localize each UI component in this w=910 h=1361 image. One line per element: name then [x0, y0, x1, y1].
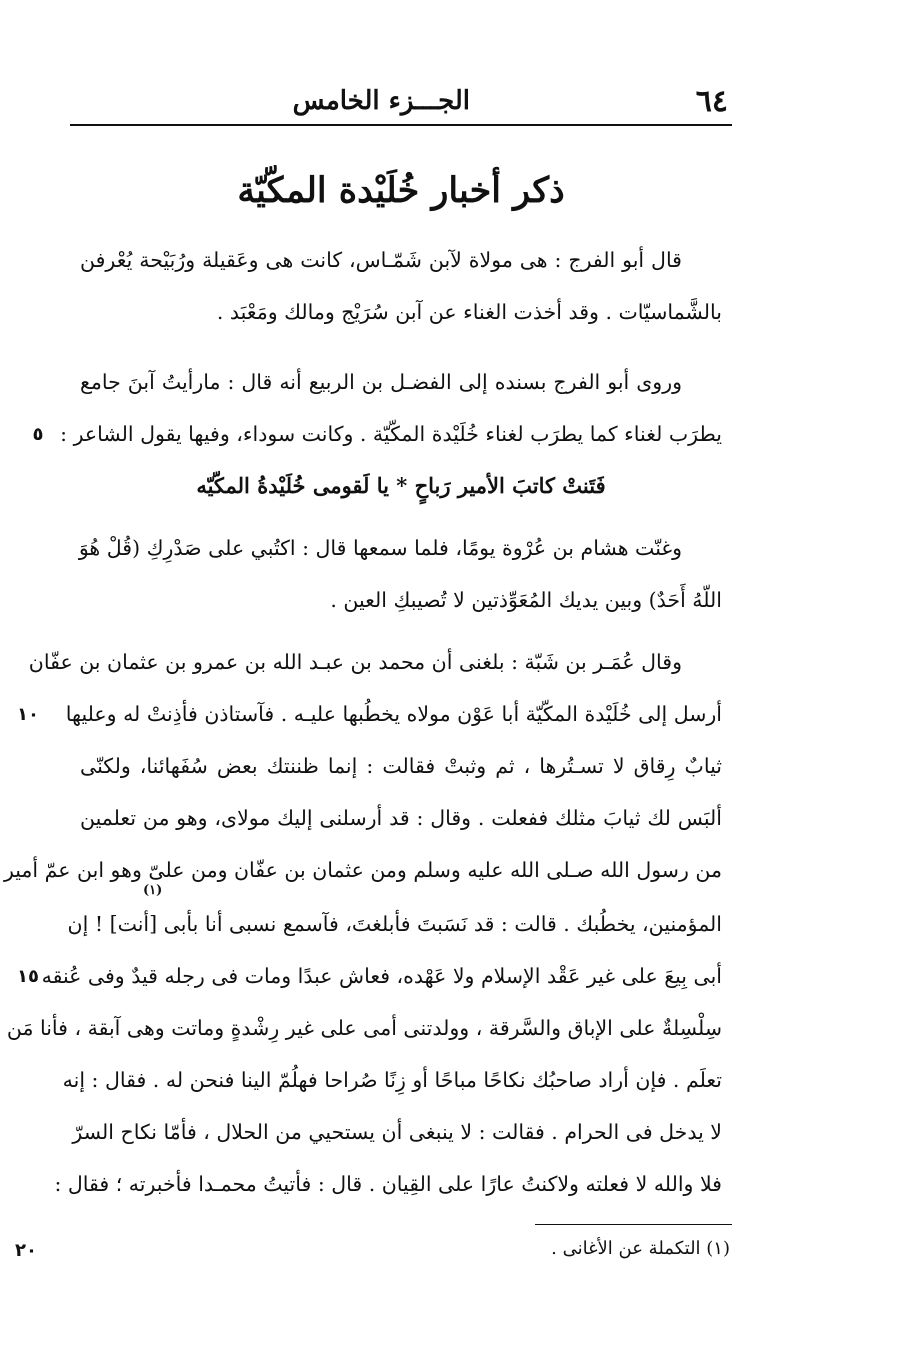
line-number: ١٥ [17, 966, 39, 987]
line-number: ١٠ [17, 704, 39, 725]
text-line: المؤمنين، يخطُبك . قالت : قد نَسَبتَ فأبلغتَ، فآسمع نسبى أنا بأبى [أنت] ! إن [67, 912, 722, 936]
text-line: سِلْسِلةٌ على الإباق والسَّرقة ، وولدتنى أمى على غير رِشْدةٍ وماتت وهى آبقة ، فأنا مَن [6, 1016, 722, 1040]
header-rule [70, 124, 732, 126]
page-header [70, 76, 732, 124]
text-line: قال أبو الفرج : هى مولاة لآبن شَمّـاس، كانت هى وعَقيلة ورُبَيْحة يُعْرفن [80, 248, 682, 272]
text-line: من رسول الله صـلى الله عليه وسلم ومن عثمان بن عفّان ومن علىّ وهو ابن عمّ أمير [3, 858, 722, 882]
page-number: ٦٤ [695, 84, 728, 119]
text-line: ثيابٌ رِقاق لا تسـتُرها ، ثم وثبتْ فقالت : إنما ظننتك بعض سُفَهائنا، ولكنّى [80, 754, 722, 778]
text-line: لا يدخل فى الحرام . فقالت : لا ينبغى أن يستحيي من الحلال ، فأمّا نكاح السرّ [72, 1120, 722, 1144]
line-number: ٥ [32, 424, 44, 445]
text-line: أبى بِيعَ على غير عَقْد الإسلام ولا عَهْده، فعاش عبدًا ومات فى رجله قيدٌ وفى عُنقه [41, 964, 722, 988]
text-line: وروى أبو الفرج بسنده إلى الفضـل بن الربيع أنه قال : مارأيتُ آبنَ جامع [80, 370, 682, 394]
text-line: فلا والله لا فعلته ولاكنتُ عارًا على القِيان . قال : فأتيتُ محمـدا فأخبرته ؛ فقال : [54, 1172, 722, 1196]
running-title: الجـــزء الخامس [292, 86, 470, 116]
line-number: ٢٠ [15, 1240, 37, 1261]
text-line: يطرَب لغناء كما يطرَب لغناء خُلَيْدة المكّيّة . وكانت سوداء، وفيها يقول الشاعر : [60, 422, 722, 446]
text-line: وقال عُمَـر بن شَبّة : بلغنى أن محمد بن عبـد الله بن عمرو بن عثمان بن عفّان [28, 650, 682, 674]
text-line: بالشَّماسيّات . وقد أخذت الغناء عن آبن سُرَيْج ومالك ومَعْبَد . [216, 300, 722, 324]
text-line: وغنّت هشام بن عُرْوة يومًا، فلما سمعها قال : اكتُبي على صَدْرِكِ (قُلْ هُوَ [78, 536, 682, 560]
footnote: (١) التكملة عن الأغانى . [551, 1238, 730, 1259]
text-line: أرسل إلى خُلَيْدة المكّيّة أبا عَوْن مولاه يخطُبها عليـه . فآستاذن فأذِنتْ له وعليها [65, 702, 722, 726]
footnote-rule [535, 1224, 732, 1225]
section-title: ذكر أخبار خُلَيْدة المكّيّة [237, 170, 565, 211]
footnote-marker: (١) [143, 883, 163, 898]
text-line: تعلَم . فإن أراد صاحبُك نكاحًا مباحًا أو زِنًا صُراحا فهلُمّ الينا فنحن له . فقال : إنه [62, 1068, 722, 1092]
verse-line: فَتَنتْ كاتبَ الأمير رَباحٍ * يا لَقومى خُلَيْدةُ المكّيّه [196, 473, 606, 498]
text-line: ألبَس لك ثيابَ مثلك ففعلت . وقال : قد أرسلنى إليك مولاى، وهو من تعلمين [80, 806, 722, 830]
text-line: اللّهُ أَحَدٌ) وبين يديك المُعَوِّذتين لا تُصيبكِ العين . [330, 588, 722, 612]
